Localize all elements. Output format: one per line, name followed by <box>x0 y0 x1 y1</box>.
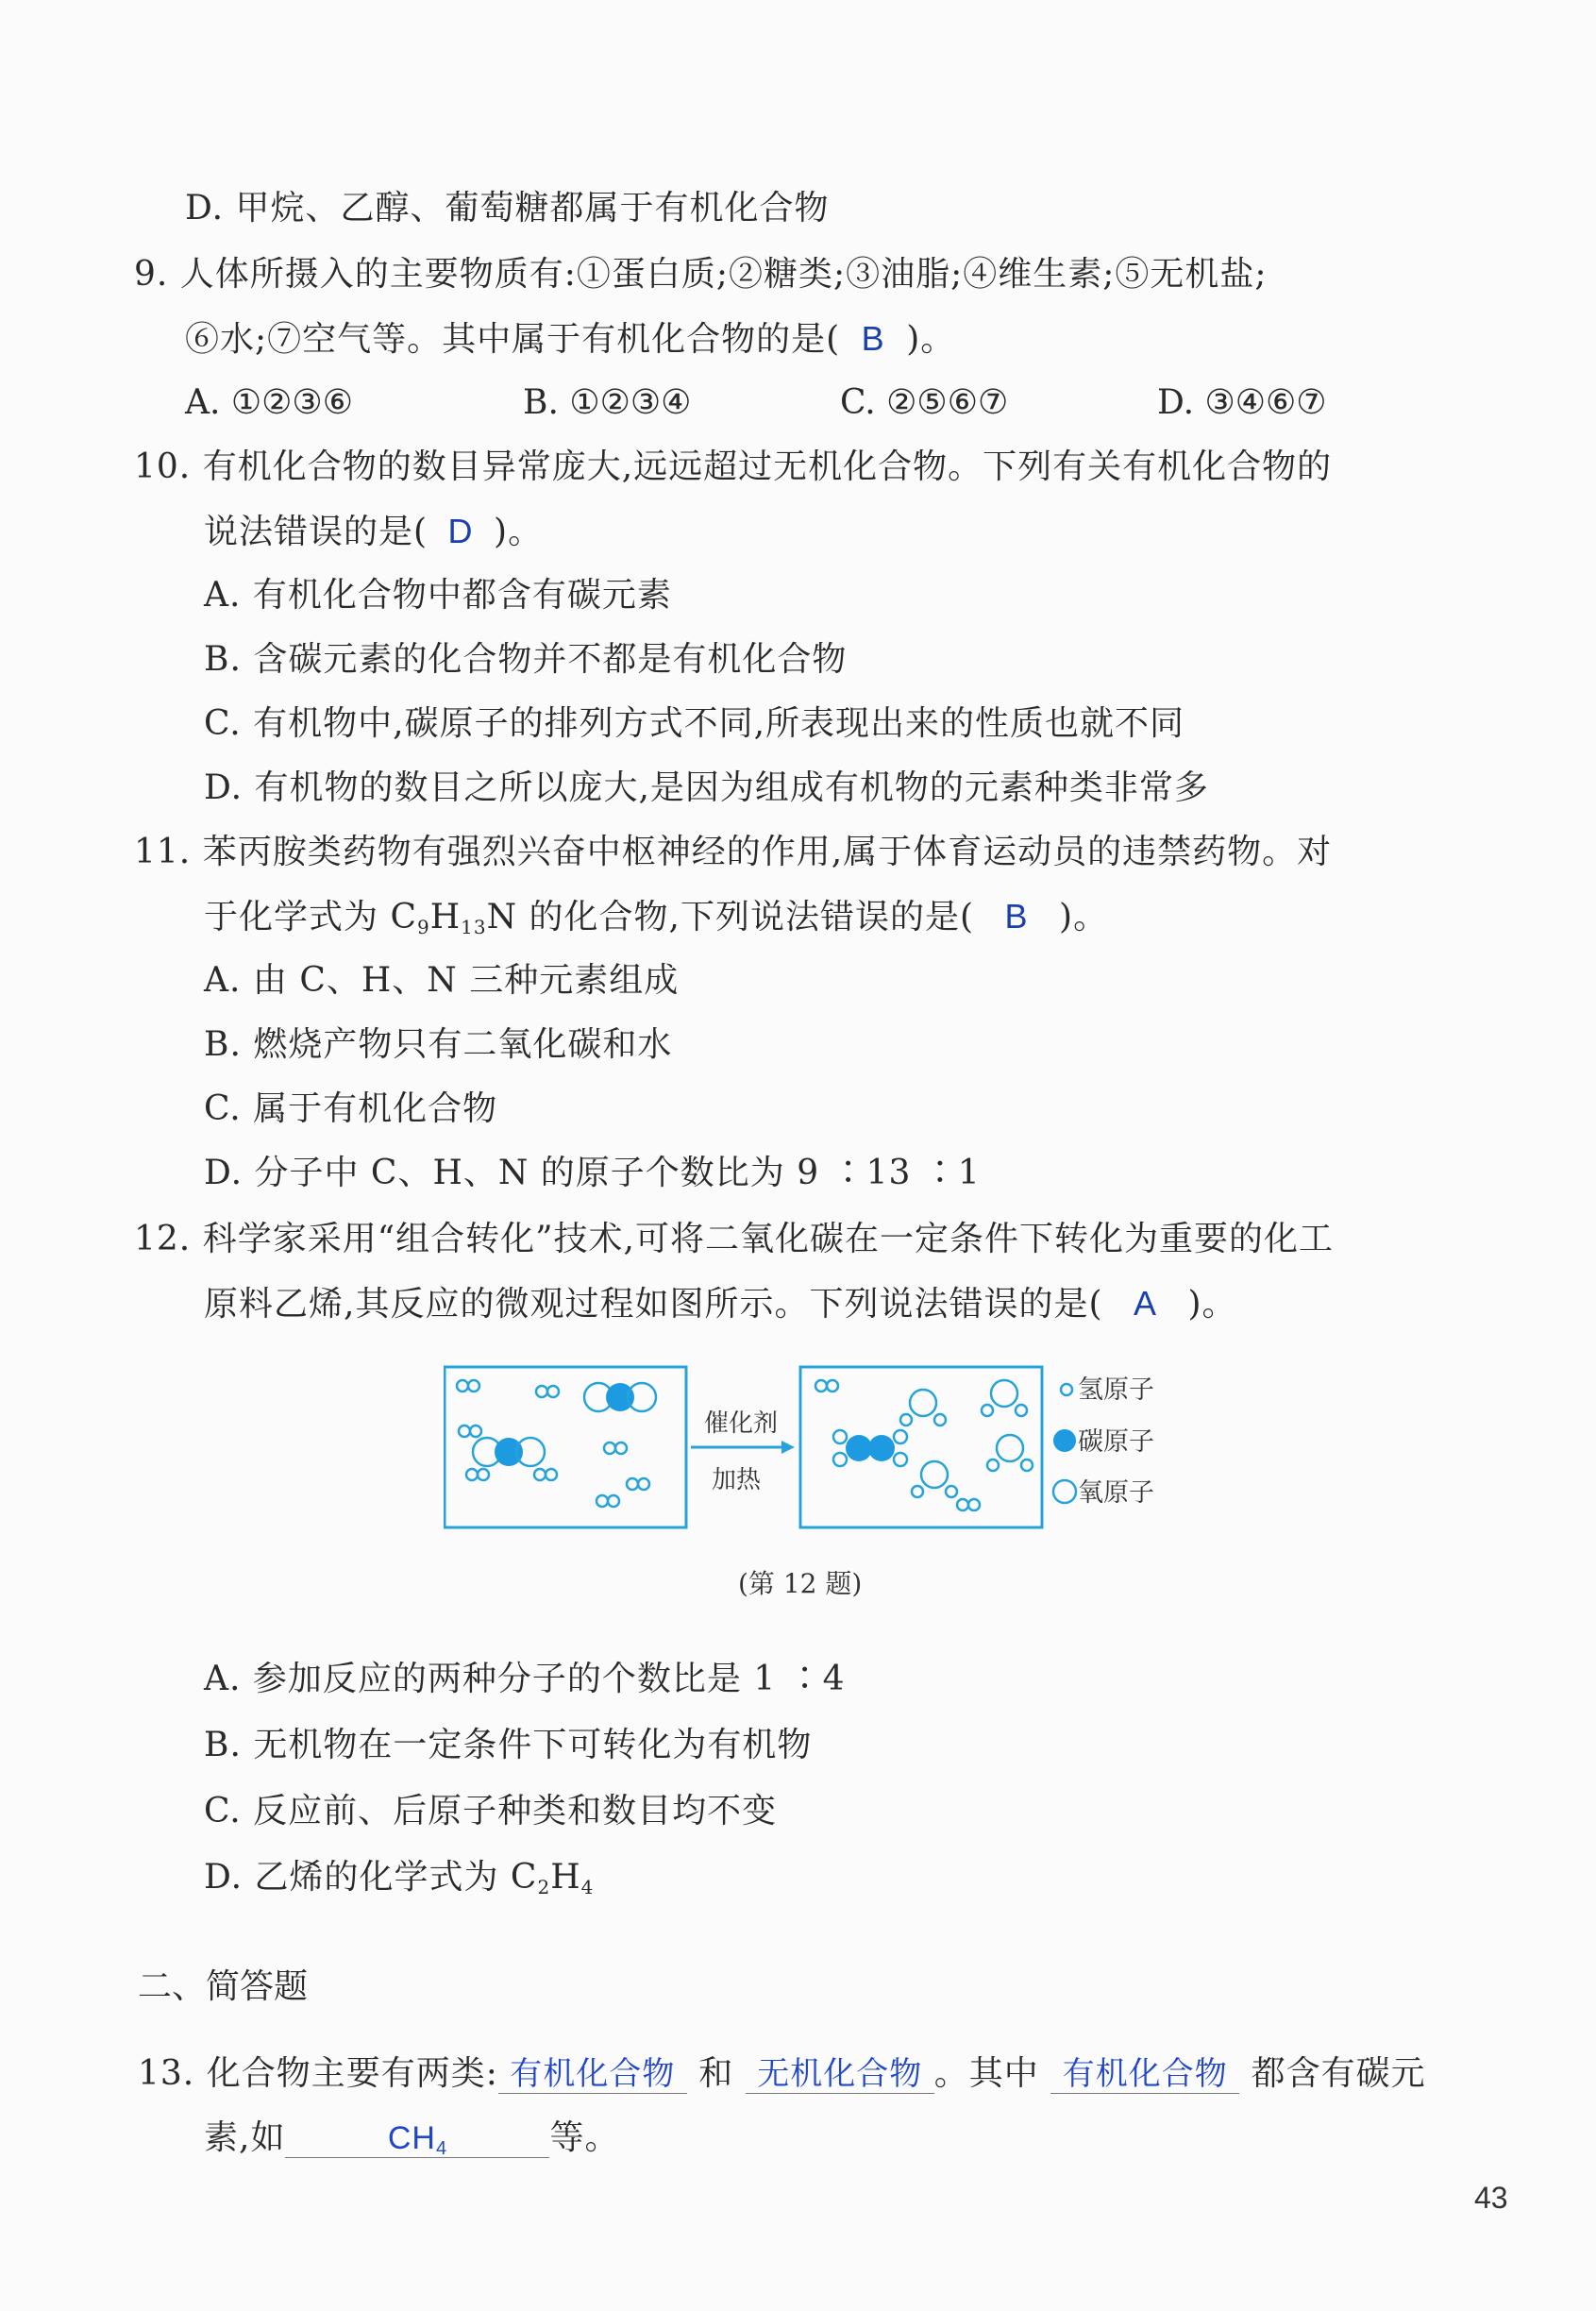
q13-stem-text-4: 素,如 <box>204 2118 286 2157</box>
q9-answer: B <box>861 319 885 358</box>
legend-carbon-icon <box>1053 1429 1076 1452</box>
water-molecules <box>900 1380 1033 1497</box>
q12-option-d-sub1: 2 <box>537 1876 551 1898</box>
q9-option-c: C. ②⑤⑥⑦ <box>840 383 1009 422</box>
q12-stem-close: )。 <box>1187 1285 1237 1324</box>
q12-option-c: C. 反应前、后原子种类和数目均不变 <box>204 1792 778 1830</box>
q10-option-a: A. 有机化合物中都含有碳元素 <box>204 576 672 615</box>
q11-stem-line2 <box>204 895 1108 939</box>
legend-oxygen-label: 氧原子 <box>1078 1478 1154 1508</box>
q11-option-b: B. 燃烧产物只有二氧化碳和水 <box>204 1025 673 1064</box>
arrow-head <box>781 1441 795 1454</box>
arrow-label-heat: 加热 <box>712 1466 762 1494</box>
q9-option-b: B. ①②③④ <box>523 383 692 422</box>
q11-option-c: C. 属于有机化合物 <box>204 1089 498 1128</box>
q13-blank-1: 有机化合物 <box>498 2055 687 2094</box>
q12-option-d-text: D. 乙烯的化学式为 C <box>204 1858 538 1897</box>
legend-hydrogen-icon <box>1061 1384 1072 1395</box>
q13-line1 <box>138 2052 1426 2096</box>
q11-stem-text: N 的化合物,下列说法错误的是( <box>486 898 975 936</box>
q10-answer: D <box>447 512 474 550</box>
q9-stem-text: ⑥水;⑦空气等。其中属于有机化合物的是( <box>185 320 841 359</box>
ethylene-molecule <box>833 1430 907 1466</box>
q12-option-d-h: H <box>550 1858 581 1897</box>
q12-option-b: B. 无机物在一定条件下可转化为有机物 <box>204 1726 813 1764</box>
q9-stem-line2 <box>185 317 955 362</box>
q11-formula-h: H <box>429 898 462 936</box>
q11-formula-c: 于化学式为 C <box>204 898 417 936</box>
legend-carbon-label: 碳原子 <box>1078 1427 1154 1457</box>
q9-stem-close: )。 <box>906 320 956 359</box>
q12-stem-line2 <box>204 1282 1237 1326</box>
q9-option-a: A. ①②③⑥ <box>185 383 353 422</box>
q12-option-d <box>204 1856 594 1899</box>
arrow-label-catalyst: 催化剂 <box>704 1409 779 1438</box>
q13-blank-4 <box>285 2119 549 2158</box>
q13-blank-4-sub: 4 <box>435 2138 448 2159</box>
q9-stem-line1: 9. 人体所摄入的主要物质有:①蛋白质;②糖类;③油脂;④维生素;⑤无机盐; <box>134 255 1268 294</box>
q13-stem-text-5: 等。 <box>549 2118 620 2157</box>
q8-option-d: D. 甲烷、乙醇、葡萄糖都属于有机化合物 <box>185 189 830 228</box>
q13-stem-text-3: 都含有碳元 <box>1251 2054 1426 2093</box>
legend-hydrogen-label: 氢原子 <box>1078 1375 1154 1405</box>
q10-stem-text: 说法错误的是( <box>204 513 428 551</box>
q13-stem-text: 13. 化合物主要有两类: <box>138 2054 498 2093</box>
q10-stem-close: )。 <box>494 513 544 551</box>
q9-options <box>185 381 1412 425</box>
q12-stem-line1: 12. 科学家采用“组合转化”技术,可将二氧化碳在一定条件下转化为重要的化工 <box>134 1220 1334 1258</box>
section-title: 二、简答题 <box>138 1967 309 2006</box>
q11-option-a: A. 由 C、H、N 三种元素组成 <box>204 961 680 1000</box>
legend-oxygen-icon <box>1053 1480 1076 1503</box>
q11-formula-sub1: 9 <box>417 916 430 938</box>
q11-option-d: D. 分子中 C、H、N 的原子个数比为 9 ∶13 ∶1 <box>204 1154 981 1192</box>
q12-answer: A <box>1133 1284 1157 1323</box>
q12-diagram-caption: (第 12 题) <box>738 1568 863 1599</box>
reactants-box <box>445 1367 686 1527</box>
co2-molecules-left <box>473 1383 656 1466</box>
q13-blank-4-text: CH <box>387 2120 436 2156</box>
q10-stem-line2 <box>204 510 543 554</box>
q13-line2 <box>204 2117 619 2160</box>
page-number: 43 <box>1474 2181 1508 2215</box>
q10-stem-line1: 10. 有机化合物的数目异常庞大,远远超过无机化合物。下列有关有机化合物的 <box>134 447 1333 486</box>
q13-blank-3: 有机化合物 <box>1050 2055 1239 2094</box>
q10-option-b: B. 含碳元素的化合物并不都是有机化合物 <box>204 640 848 679</box>
q9-option-d: D. ③④⑥⑦ <box>1157 383 1327 422</box>
q11-answer: B <box>1004 897 1029 936</box>
q12-reaction-diagram <box>444 1365 1189 1544</box>
q10-option-c: C. 有机物中,碳原子的排列方式不同,所表现出来的性质也就不同 <box>204 704 1185 743</box>
q11-stem-close: )。 <box>1059 898 1109 936</box>
q13-stem-text-2: 。其中 <box>933 2054 1039 2093</box>
q12-stem-text: 原料乙烯,其反应的微观过程如图所示。下列说法错误的是( <box>204 1285 1103 1324</box>
q12-option-d-sub2: 4 <box>580 1876 595 1898</box>
q11-stem-line1: 11. 苯丙胺类药物有强烈兴奋中枢神经的作用,属于体育运动员的违禁药物。对 <box>134 833 1333 871</box>
q11-formula-sub2: 13 <box>461 916 487 938</box>
q12-option-a: A. 参加反应的两种分子的个数比是 1 ∶4 <box>204 1660 846 1698</box>
q13-blank-2: 无机化合物 <box>746 2055 934 2094</box>
hydrogen-molecules-right <box>815 1380 980 1510</box>
q10-option-d: D. 有机物的数目之所以庞大,是因为组成有机物的元素种类非常多 <box>204 768 1209 807</box>
diagram-legend <box>1053 1375 1154 1508</box>
q13-conjunction: 和 <box>698 2054 734 2093</box>
